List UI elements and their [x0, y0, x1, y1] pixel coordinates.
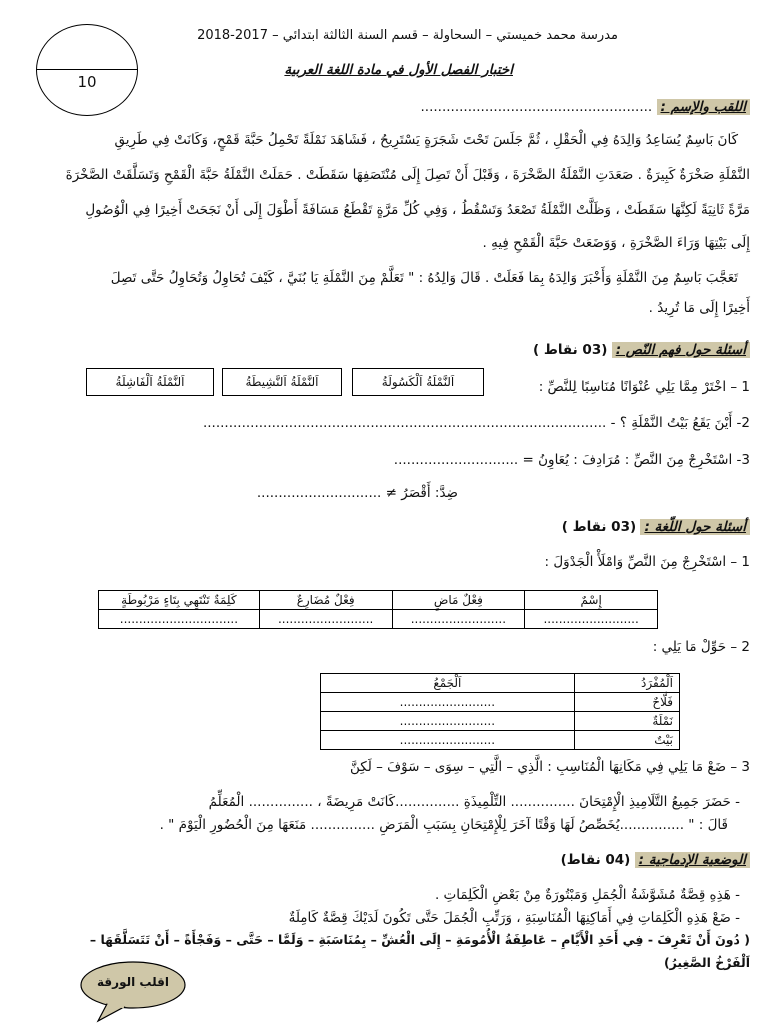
- passage-line-1: كَانَ بَاسِمٌ يُسَاعِدُ وَالِدَهُ فِي الْحَقْلِ ، ثُمَّ جَلَسَ تَحْتَ شَجَرَةٍ يَسْتَرِيحُ ، فَشَاهَدَ نَمْلَةً تَحْمِلُ حَبَّةَ قَمْحٍ، وَكَانَتْ فِي طَرِيقِ: [114, 132, 738, 148]
- singular-3: بَيْتٌ: [574, 731, 679, 750]
- section3-heading: الوضعية الإدماجية : (04 نقاط): [18, 850, 750, 870]
- name-label: اللقب والإسم :: [657, 99, 750, 115]
- cell-past-verb[interactable]: .........................: [392, 610, 525, 629]
- passage-line-3: مَرَّةً ثَانِيَةً لَكِنَّهَا سَقَطَتْ ، وَظَلَّتْ النَّمْلَةُ تَصْعَدُ وَتَسْقُطُ ، وَفِي كُلِّ مَرَّةٍ تَقْطَعُ مَسَافَةً أَطْوَلَ إِلَى أَنْ نَجَحَتْ أَخِيرًا فِي الْوُصُولِ: [85, 202, 750, 218]
- s1-q2-answer[interactable]: ..............................................................................................: [202, 415, 607, 431]
- option-failing-ant[interactable]: اَلنَّمْلَةُ اَلْفَاشِلَةُ: [86, 368, 214, 396]
- s1-q3b: ضِدَّ: أَقْصَرُ ≠ .............................: [256, 485, 458, 501]
- section1-heading: أسئلة حول فهم النّص : (03 نقاط ): [18, 340, 750, 360]
- name-dots[interactable]: ......................................................: [420, 99, 653, 115]
- passage-line-2: النَّمْلَةِ صَخْرَةٌ كَبِيرَةٌ . صَعَدَتِ النَّمْلَةُ الصَّخْرَةَ ، وَقَبْلَ أَنْ تَصِلَ إِلَى مُنْتَصَفِهَا سَقَطَتْ . حَمَلَتْ النَّمْلَةُ حَبَّةَ الْقَمْحِ وَتَسَلَّقَتْ الصَّخْرَةَ: [65, 167, 750, 183]
- col-noun: إِسْمٌ: [525, 591, 658, 610]
- cell-noun[interactable]: .........................: [525, 610, 658, 629]
- col-present-verb: فِعْلٌ مُضَارِعٌ: [259, 591, 392, 610]
- s2-q2: 2 – حَوِّلْ مَا يَلِي :: [652, 639, 750, 655]
- col-past-verb: فِعْلٌ مَاضٍ: [392, 591, 525, 610]
- s2-sentence-1[interactable]: - حَضَرَ جَمِيعُ التَّلَامِيذِ الْإِمْتِحَانَ ............... التِّلْمِيذَةِ ...............كَانَتْ مَرِيضَةً ، ............... الْمُعَلِّمُ: [208, 794, 740, 810]
- s1-q3-answer[interactable]: .............................: [393, 452, 519, 468]
- school-header: مدرسة محمد خميستي – السحاولة – قسم السنة الثالثة ابتدائي – 2017-2018: [197, 28, 618, 43]
- score-value: 10: [77, 73, 97, 91]
- passage-line-6: أَخِيرًا إِلَى مَا تُرِيدُ .: [648, 300, 750, 316]
- turn-page-label[interactable]: اقلب الورقة: [97, 975, 169, 989]
- score-divider: [37, 69, 137, 70]
- cell-taa-word[interactable]: ...............................: [99, 610, 260, 629]
- extraction-table: [98, 590, 658, 629]
- col-taa-word: كَلِمَةٌ تَنْتَهِي بِتَاءٍ مَرْبُوطَةٍ: [99, 591, 260, 610]
- s2-q3: 3 – ضَعْ مَا يَلِي فِي مَكَانِهَا الْمُنَاسِبِ : الَّذِي – الَّتِي – سِوَى – سَوْفَ – لَكِنَّ: [349, 759, 750, 775]
- passage-line-4: إِلَى بَيْتِهَا وَرَاءَ الصَّخْرَةِ ، وَوَضَعَتْ حَبَّةَ الْقَمْحِ فِيهِ .: [482, 235, 750, 251]
- plural-table: [320, 673, 680, 750]
- singular-2: نَمْلَةٌ: [574, 712, 679, 731]
- turn-page-bubble: [78, 955, 188, 1025]
- option-lazy-ant[interactable]: اَلنَّمْلَةُ اَلْكَسُولَةُ: [352, 368, 484, 396]
- s3-words-2: اَلْفَرْخُ الصَّغِيرُ): [663, 955, 750, 970]
- s1-q1: 1 – اخْتَرْ مِمَّا يَلِي عُنْوَانًا مُنَاسِبًا لِلنَّصِّ :: [538, 379, 750, 395]
- plural-2[interactable]: .........................: [321, 712, 575, 731]
- section2-heading: أسئلة حول اللّغة : (03 نقاط ): [18, 517, 750, 537]
- s3-words-1: ( دُونَ أَنْ تَعْرِفَ - فِي أَحَدِ الْأَيَّامِ – عَاطِفَةُ الْأُمُومَةِ – إِلَى الْعُشِّ – بِمُنَاسَبَةِ – وَلَمَّا – حَتَّى – وَفَجْأَةً – أَنْ تَتَسَلَّقَهَا –: [89, 932, 750, 947]
- option-active-ant[interactable]: اَلنَّمْلَةُ اَلنَّشِيطَةُ: [222, 368, 342, 396]
- s2-q1: 1 – اسْتَخْرِجْ مِنَ النَّصِّ وَامْلَأْ الْجَدْوَلَ :: [544, 554, 750, 570]
- singular-1: فَلَّاحٌ: [574, 693, 679, 712]
- s2-sentence-2[interactable]: قَالَ : " ...............يُخَصِّصُ لَهَا وَقْتًا آخَرَ لِلْإِمْتِحَانِ بِسَبَبِ الْمَرَضِ ............... مَنَعَهَا مِنَ الْحُضُورِ الْيَوْمَ " .: [159, 817, 728, 833]
- passage-line-5: تَعَجَّبَ بَاسِمٌ مِنَ النَّمْلَةِ وَأَخْبَرَ وَالِدَهُ بِمَا فَعَلَتْ . قَالَ وَالِدُهُ : " تَعَلَّمْ مِنَ النَّمْلَةِ يَا بُنَيَّ ، كَيْفَ تُحَاوِلُ وَتُحَاوِلُ حَتَّى تَصِلَ: [110, 270, 738, 286]
- name-line: [18, 97, 750, 117]
- plural-3[interactable]: .........................: [321, 731, 575, 750]
- exam-title: اختبار الفصل الأول في مادة اللغة العربية: [284, 62, 513, 78]
- col-singular: اَلْمُفْرَدُ: [574, 674, 679, 693]
- s1-q3: 3- اسْتَخْرِجْ مِنَ النَّصِّ : مُرَادِفَ : يُعَاوِنُ = .............................: [393, 452, 750, 468]
- col-plural: اَلْجَمْعُ: [321, 674, 575, 693]
- plural-1[interactable]: .........................: [321, 693, 575, 712]
- s1-q2: 2- أَيْنَ يَقَعُ بَيْتُ النَّمْلَةِ ؟ - ..............................................................................................: [202, 415, 750, 431]
- s1-q3b-answer[interactable]: .............................: [256, 485, 382, 501]
- s3-bullet-1: - هَذِهِ قِصَّةٌ مُشَوَّشَةُ الْجُمَلِ وَمَبْتُورَةٌ مِنْ بَعْضِ الْكَلِمَاتِ .: [434, 887, 740, 903]
- cell-present-verb[interactable]: .........................: [259, 610, 392, 629]
- s3-bullet-2: - ضَعْ هَذِهِ الْكَلِمَاتِ فِي أَمَاكِنِهَا الْمُنَاسِبَةِ ، وَرَتِّبِ الْجُمَلَ حَتَّى تَكُونَ لَدَيْكَ قِصَّةٌ كَامِلَةٌ: [288, 910, 740, 926]
